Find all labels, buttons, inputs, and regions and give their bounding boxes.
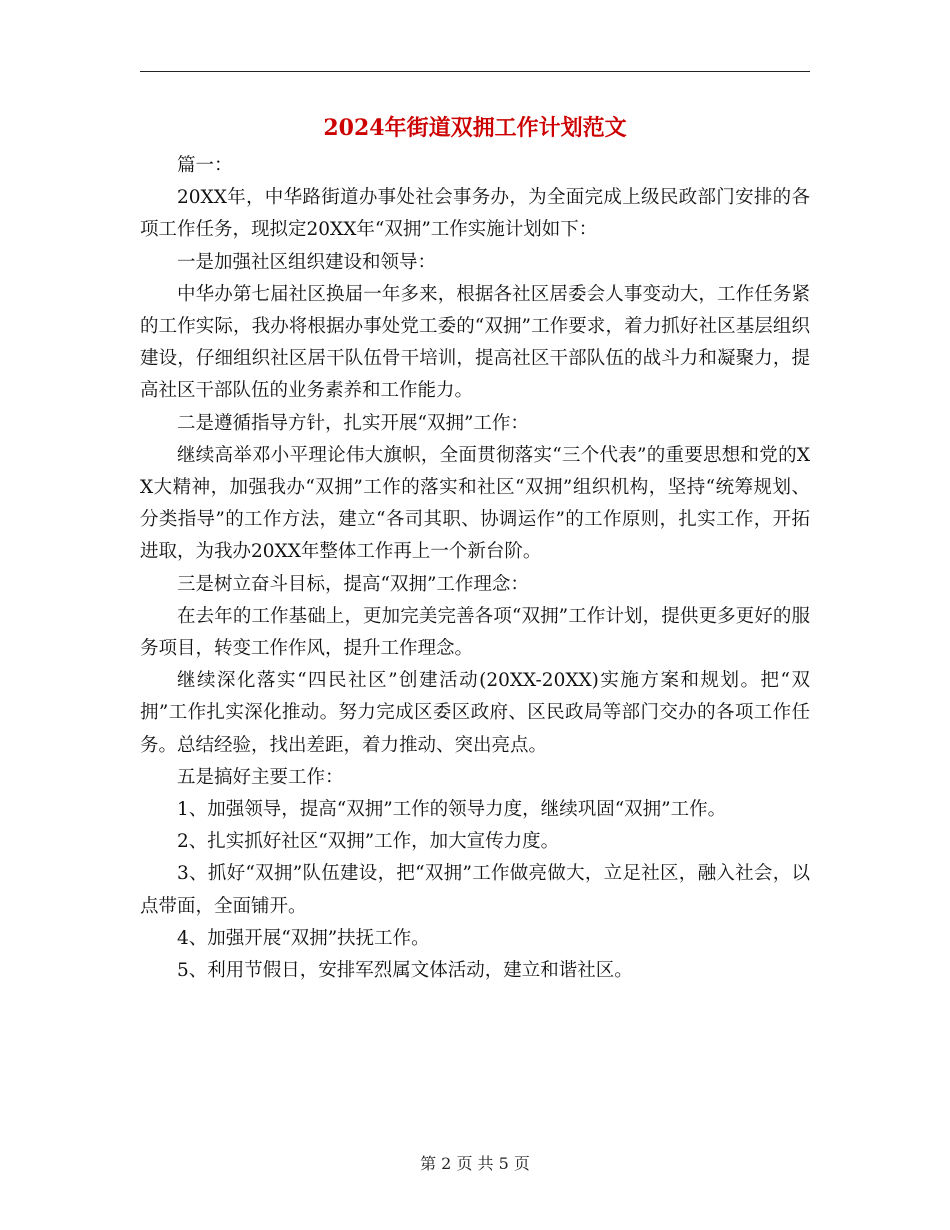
page-title: 2024年街道双拥工作计划范文 bbox=[323, 115, 627, 141]
list-item: 5、利用节假日，安排军烈属文体活动，建立和谐社区。 bbox=[177, 960, 633, 982]
list-item: 2、扎实抓好社区“双拥”工作，加大宣传力度。 bbox=[177, 831, 560, 853]
list-item: 3、抓好“双拥”队伍建设，把“双拥”工作做亮做大，立足社区，融入社会，以点带面，全面铺开。 bbox=[140, 863, 810, 917]
section-heading: 一是加强社区组织建设和领导： bbox=[177, 251, 437, 273]
list-item: 1、加强领导，提高“双拥”工作的领导力度，继续巩固“双拥”工作。 bbox=[177, 799, 727, 821]
section-heading: 三是树立奋斗目标，提高“双拥”工作理念： bbox=[177, 573, 529, 595]
list-item: 4、加强开展“双拥”扶抚工作。 bbox=[177, 927, 430, 949]
paragraph: 篇一： bbox=[177, 155, 233, 176]
paragraph: 继续深化落实“四民社区”创建活动(20XX-20XX)实施方案和规划。把“双拥”工作扎实深化推动。努力完成区委区政府、区民政局等部门交办的各项工作任务。总结经验，找出差距，着力推动、突出亮点。 bbox=[140, 670, 810, 756]
document-body bbox=[140, 150, 810, 987]
section-heading: 五是搞好主要工作： bbox=[177, 766, 344, 788]
paragraph: 20XX年，中华路街道办事处社会事务办，为全面完成上级民政部门安排的各项工作任务，现拟定20XX年“双拥”工作实施计划如下： bbox=[140, 187, 810, 241]
header-rule bbox=[140, 71, 810, 72]
paragraph: 在去年的工作基础上，更加完美完善各项“双拥”工作计划，提供更多更好的服务项目，转变工作作风，提升工作理念。 bbox=[140, 605, 810, 660]
section-heading: 二是遵循指导方针，扎实开展“双拥”工作： bbox=[177, 412, 529, 434]
paragraph: 继续高举邓小平理论伟大旗帜，全面贯彻落实“三个代表”的重要思想和党的XX大精神，加强我办“双拥”工作的落实和社区“双拥”组织机构，坚持“统筹规划、分类指导”的工作方法，建立“各司其职、协调运作”的工作原则，扎实工作，开拓进取，为我办20XX年整体工作再上一个新台阶。 bbox=[140, 444, 810, 563]
page-number-footer: 第 2 页 共 5 页 bbox=[420, 1154, 530, 1173]
paragraph: 中华办第七届社区换届一年多来，根据各社区居委会人事变动大，工作任务紧的工作实际，我办将根据办事处党工委的“双拥”工作要求，着力抓好社区基层组织建设，仔细组织社区居干队伍骨干培训，提高社区干部队伍的战斗力和凝聚力，提高社区干部队伍的业务素养和工作能力。 bbox=[140, 283, 810, 402]
